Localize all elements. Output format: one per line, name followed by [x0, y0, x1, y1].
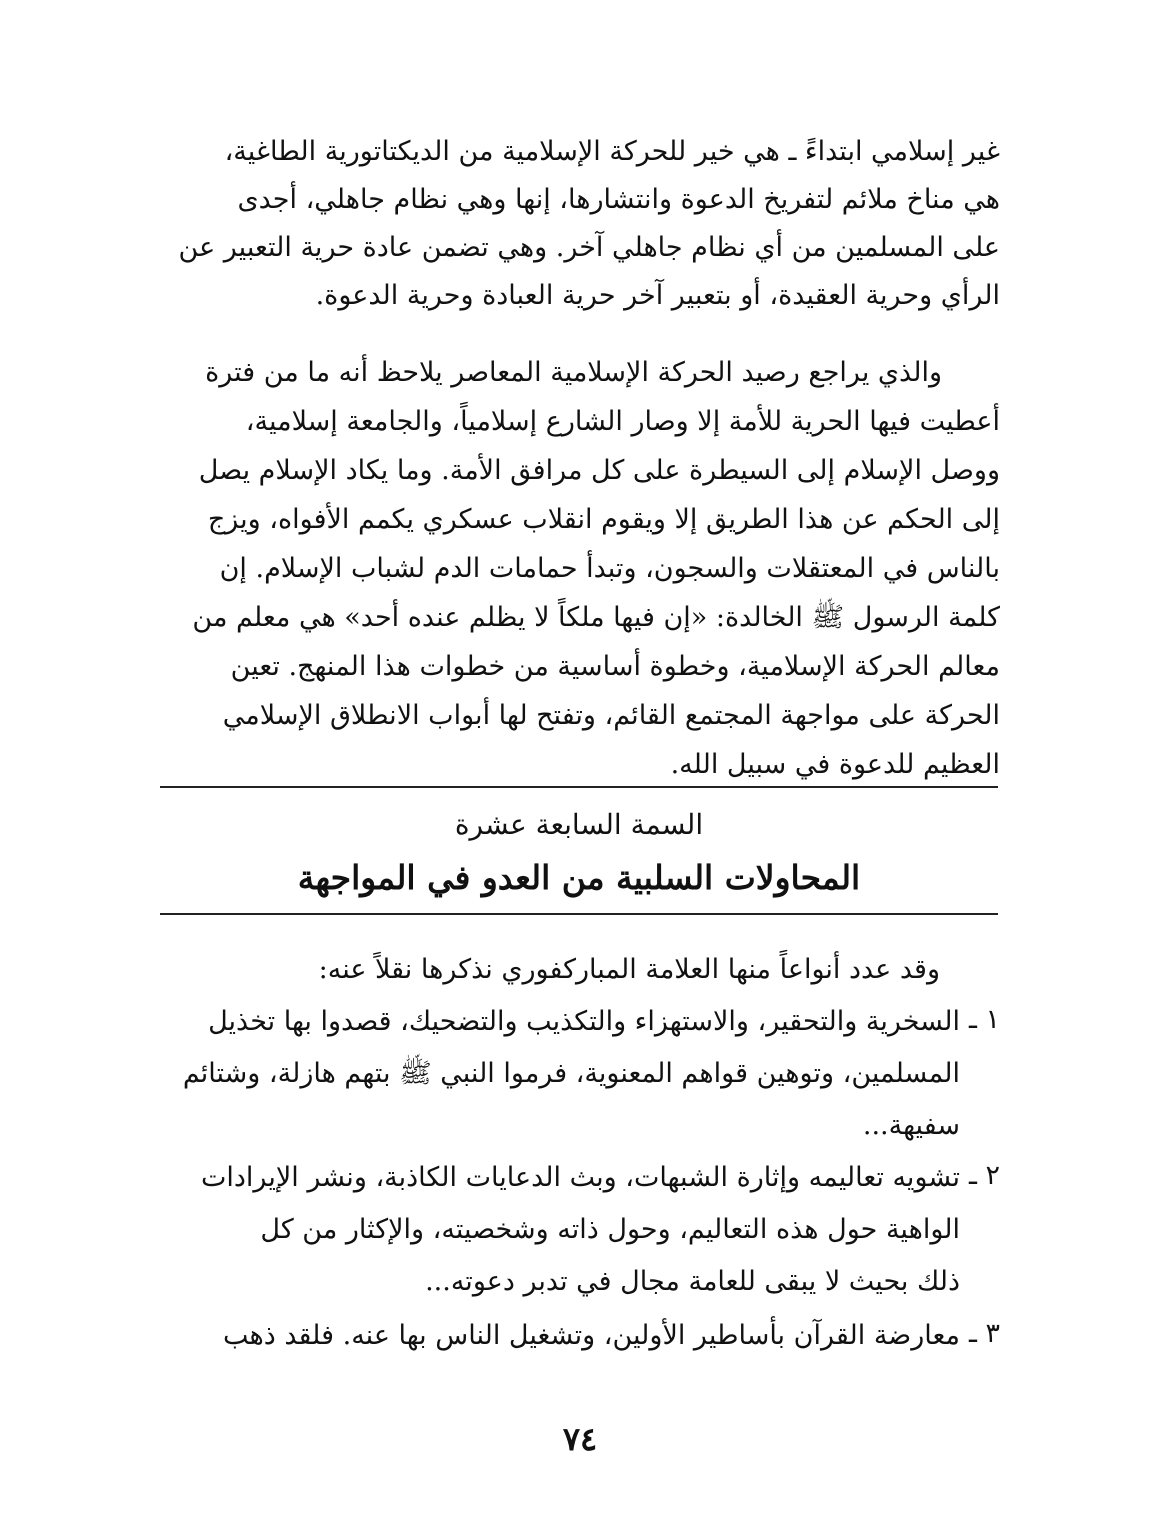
paragraph-2 [160, 348, 1000, 789]
paragraph-line: معالم الحركة الإسلامية، وخطوة أساسية من خطوات هذا المنهج. تعين [230, 651, 1000, 682]
paragraph-line: والذي يراجع رصيد الحركة الإسلامية المعاصر يلاحظ أنه ما من فترة [205, 357, 942, 388]
intro-paragraph [160, 946, 940, 994]
list-item-line: تشويه تعاليمه وإثارة الشبهات، وبث الدعايات الكاذبة، ونشر الإيرادات [200, 1162, 960, 1193]
section-subtitle: السمة السابعة عشرة [454, 808, 704, 841]
paragraph-line: هي مناخ ملائم لتفريخ الدعوة وانتشارها، إنها وهي نظام جاهلي، أجدى [237, 184, 1000, 215]
list-item-line: الواهية حول هذه التعاليم، وحول ذاته وشخصيته، والإكثار من كل [260, 1214, 960, 1245]
paragraph-line: على المسلمين من أي نظام جاهلي آخر. وهي تضمن عادة حرية التعبير عن [178, 232, 1000, 263]
section-divider-top [160, 786, 998, 788]
list-item-number: ١ ـ [968, 1004, 1000, 1035]
list-item [160, 996, 1000, 1152]
section-heading [160, 800, 998, 906]
page-number: ٧٤ [562, 1420, 598, 1458]
section-divider-bottom [160, 913, 998, 915]
paragraph-1 [160, 128, 1000, 320]
paragraph-line: إلى الحكم عن هذا الطريق إلا ويقوم انقلاب عسكري يكمم الأفواه، ويزج [207, 504, 1000, 535]
paragraph-line: أعطيت فيها الحرية للأمة إلا وصار الشارع إسلامياً، والجامعة إسلامية، [245, 406, 1000, 437]
section-title: المحاولات السلبية من العدو في المواجهة [297, 858, 861, 897]
list-item [160, 1152, 1000, 1308]
paragraph-line: ووصل الإسلام إلى السيطرة على كل مرافق الأمة. وما يكاد الإسلام يصل [198, 455, 1000, 486]
list-item-line: السخرية والتحقير، والاستهزاء والتكذيب والتضحيك، قصدوا بها تخذيل [208, 1006, 960, 1037]
list-item-line: سفيهة... [862, 1110, 960, 1141]
list-item-line: المسلمين، وتوهين قواهم المعنوية، فرموا النبي ﷺ بتهم هازلة، وشتائم [182, 1058, 960, 1089]
list-item-line: ذلك بحيث لا يبقى للعامة مجال في تدبر دعوته... [425, 1266, 960, 1297]
list-item-number: ٣ ـ [968, 1318, 1000, 1349]
paragraph-line: كلمة الرسول ﷺ الخالدة: «إن فيها ملكاً لا يظلم عنده أحد» هي معلم من [192, 602, 1000, 633]
paragraph-line: الحركة على مواجهة المجتمع القائم، وتفتح لها أبواب الانطلاق الإسلامي [222, 700, 1000, 731]
intro-line: وقد عدد أنواعاً منها العلامة المباركفوري نذكرها نقلاً عنه: [318, 954, 940, 985]
list-item [160, 1310, 1000, 1362]
paragraph-line: الرأي وحرية العقيدة، أو بتعبير آخر حرية العبادة وحرية الدعوة. [315, 280, 1000, 311]
paragraph-line: غير إسلامي ابتداءً ـ هي خير للحركة الإسلامية من الديكتاتورية الطاغية، [224, 136, 1000, 167]
paragraph-line: بالناس في المعتقلات والسجون، وتبدأ حمامات الدم لشباب الإسلام. إن [219, 553, 1000, 584]
list-item-line: معارضة القرآن بأساطير الأولين، وتشغيل الناس بها عنه. فلقد ذهب [223, 1320, 960, 1351]
paragraph-line: العظيم للدعوة في سبيل الله. [670, 749, 1000, 780]
list-item-number: ٢ ـ [968, 1160, 1000, 1191]
